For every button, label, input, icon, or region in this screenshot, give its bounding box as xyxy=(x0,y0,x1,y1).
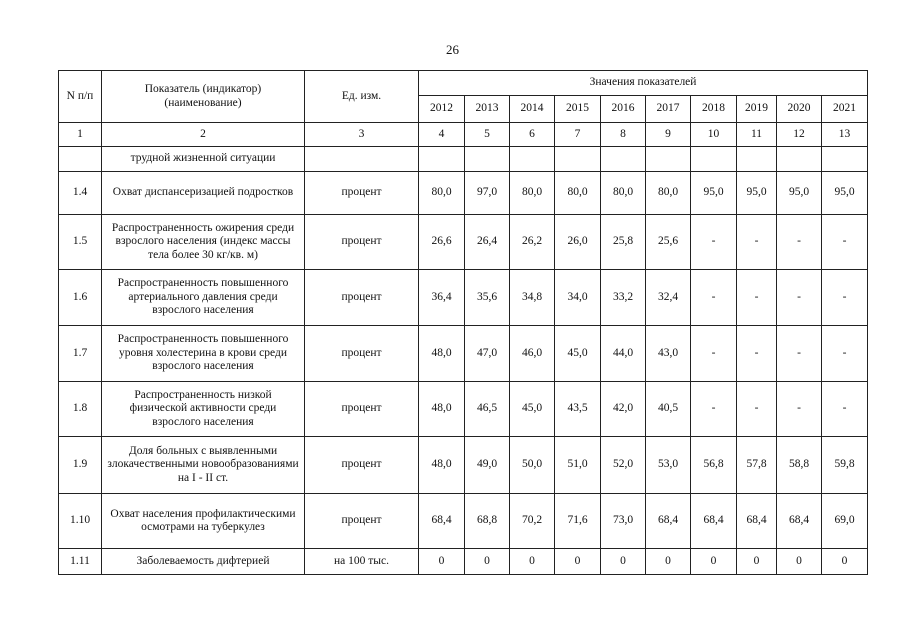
column-number: 3 xyxy=(305,123,419,147)
value-cell: 97,0 xyxy=(465,172,510,215)
value-cell: 32,4 xyxy=(646,270,691,326)
indicator-name: Распространенность низкой физической активности среди взрослого населения xyxy=(102,382,305,437)
row-number: 1.7 xyxy=(59,326,102,382)
header-year: 2012 xyxy=(419,96,465,123)
column-number: 6 xyxy=(510,123,555,147)
header-year: 2018 xyxy=(691,96,737,123)
indicator-name: Охват диспансеризацией подростков xyxy=(102,172,305,215)
value-cell: 73,0 xyxy=(601,494,646,549)
value-cell: 0 xyxy=(555,549,601,575)
column-number: 12 xyxy=(777,123,822,147)
header-num: N п/п xyxy=(59,71,102,123)
row-number: 1.9 xyxy=(59,437,102,494)
table-row xyxy=(59,549,868,575)
value-cell: - xyxy=(777,382,822,437)
value-cell: 26,4 xyxy=(465,215,510,270)
table-row xyxy=(59,215,868,270)
value-cell: 49,0 xyxy=(465,437,510,494)
continuation-unit-cell xyxy=(305,147,419,172)
indicator-name: Заболеваемость дифтерией xyxy=(102,549,305,575)
column-number: 11 xyxy=(737,123,777,147)
value-cell: 95,0 xyxy=(737,172,777,215)
table-row xyxy=(59,270,868,326)
value-cell: - xyxy=(822,215,868,270)
indicator-name: Охват населения профилактическими осмотрами на туберкулез xyxy=(102,494,305,549)
value-cell: 26,0 xyxy=(555,215,601,270)
value-cell: - xyxy=(691,326,737,382)
value-cell: 44,0 xyxy=(601,326,646,382)
header-year: 2017 xyxy=(646,96,691,123)
row-number: 1.10 xyxy=(59,494,102,549)
value-cell: 80,0 xyxy=(510,172,555,215)
value-cell: 68,4 xyxy=(419,494,465,549)
value-cell: 0 xyxy=(777,549,822,575)
value-cell: 68,4 xyxy=(737,494,777,549)
column-number: 10 xyxy=(691,123,737,147)
value-cell: 43,5 xyxy=(555,382,601,437)
value-cell: 0 xyxy=(646,549,691,575)
value-cell: 26,2 xyxy=(510,215,555,270)
value-cell: - xyxy=(777,326,822,382)
value-cell: 68,4 xyxy=(777,494,822,549)
header-year: 2014 xyxy=(510,96,555,123)
value-cell: - xyxy=(691,270,737,326)
value-cell: 70,2 xyxy=(510,494,555,549)
header-indicator: Показатель (индикатор) (наименование) xyxy=(102,71,305,123)
header-unit: Ед. изм. xyxy=(305,71,419,123)
header-values-group: Значения показателей xyxy=(419,71,868,96)
indicator-name: Распространенность повышенного артериального давления среди взрослого населения xyxy=(102,270,305,326)
table-row xyxy=(59,326,868,382)
value-cell: 26,6 xyxy=(419,215,465,270)
value-cell: - xyxy=(691,215,737,270)
value-cell: 47,0 xyxy=(465,326,510,382)
header-year: 2021 xyxy=(822,96,868,123)
column-number: 9 xyxy=(646,123,691,147)
unit: процент xyxy=(305,437,419,494)
column-number: 13 xyxy=(822,123,868,147)
continuation-text: трудной жизненной ситуации xyxy=(102,147,305,172)
row-number: 1.6 xyxy=(59,270,102,326)
value-cell: 53,0 xyxy=(646,437,691,494)
value-cell: - xyxy=(822,326,868,382)
page-number: 26 xyxy=(446,42,459,57)
column-number: 5 xyxy=(465,123,510,147)
value-cell: 0 xyxy=(601,549,646,575)
unit: процент xyxy=(305,494,419,549)
header-year: 2019 xyxy=(737,96,777,123)
value-cell: - xyxy=(737,382,777,437)
column-number: 1 xyxy=(59,123,102,147)
value-cell: 68,4 xyxy=(691,494,737,549)
unit: на 100 тыс. xyxy=(305,549,419,575)
row-number: 1.11 xyxy=(59,549,102,575)
indicator-name: Распространенность ожирения среди взрослого населения (индекс массы тела более 30 кг/кв. м) xyxy=(102,215,305,270)
table-row xyxy=(59,437,868,494)
value-cell: - xyxy=(822,382,868,437)
header-row xyxy=(59,71,868,96)
value-cell: 95,0 xyxy=(822,172,868,215)
value-cell: 46,0 xyxy=(510,326,555,382)
value-cell: 68,8 xyxy=(465,494,510,549)
value-cell: 0 xyxy=(510,549,555,575)
column-number: 8 xyxy=(601,123,646,147)
value-cell: 68,4 xyxy=(646,494,691,549)
table-row xyxy=(59,494,868,549)
value-cell: 36,4 xyxy=(419,270,465,326)
value-cell: 0 xyxy=(465,549,510,575)
value-cell: 50,0 xyxy=(510,437,555,494)
value-cell: 80,0 xyxy=(555,172,601,215)
value-cell: 80,0 xyxy=(419,172,465,215)
value-cell: 57,8 xyxy=(737,437,777,494)
unit: процент xyxy=(305,215,419,270)
unit: процент xyxy=(305,172,419,215)
table-row xyxy=(59,382,868,437)
value-cell: 35,6 xyxy=(465,270,510,326)
header-year: 2020 xyxy=(777,96,822,123)
column-number: 4 xyxy=(419,123,465,147)
column-number-row xyxy=(59,123,868,147)
value-cell: 0 xyxy=(691,549,737,575)
value-cell: 25,6 xyxy=(646,215,691,270)
value-cell: 51,0 xyxy=(555,437,601,494)
value-cell: 46,5 xyxy=(465,382,510,437)
value-cell: 71,6 xyxy=(555,494,601,549)
value-cell: 80,0 xyxy=(601,172,646,215)
value-cell: 45,0 xyxy=(555,326,601,382)
value-cell: - xyxy=(822,270,868,326)
value-cell: 95,0 xyxy=(777,172,822,215)
value-cell: 80,0 xyxy=(646,172,691,215)
column-number: 7 xyxy=(555,123,601,147)
value-cell: - xyxy=(777,215,822,270)
value-cell: 95,0 xyxy=(691,172,737,215)
value-cell: 58,8 xyxy=(777,437,822,494)
value-cell: 33,2 xyxy=(601,270,646,326)
value-cell: - xyxy=(737,270,777,326)
value-cell: 52,0 xyxy=(601,437,646,494)
indicators-table xyxy=(58,70,868,575)
value-cell: 48,0 xyxy=(419,382,465,437)
value-cell: 48,0 xyxy=(419,326,465,382)
continuation-num-cell xyxy=(59,147,102,172)
value-cell: 42,0 xyxy=(601,382,646,437)
column-number: 2 xyxy=(102,123,305,147)
header-year: 2013 xyxy=(465,96,510,123)
indicator-name: Доля больных с выявленными злокачественными новообразованиями на I - II ст. xyxy=(102,437,305,494)
row-number: 1.5 xyxy=(59,215,102,270)
value-cell: 0 xyxy=(822,549,868,575)
value-cell: 0 xyxy=(419,549,465,575)
value-cell: 0 xyxy=(737,549,777,575)
unit: процент xyxy=(305,270,419,326)
value-cell: 40,5 xyxy=(646,382,691,437)
table-row xyxy=(59,172,868,215)
continuation-row xyxy=(59,147,868,172)
value-cell: 43,0 xyxy=(646,326,691,382)
unit: процент xyxy=(305,382,419,437)
value-cell: 34,8 xyxy=(510,270,555,326)
row-number: 1.4 xyxy=(59,172,102,215)
header-year: 2016 xyxy=(601,96,646,123)
value-cell: 59,8 xyxy=(822,437,868,494)
header-year: 2015 xyxy=(555,96,601,123)
value-cell: 69,0 xyxy=(822,494,868,549)
indicator-name: Распространенность повышенного уровня холестерина в крови среди взрослого населения xyxy=(102,326,305,382)
row-number: 1.8 xyxy=(59,382,102,437)
value-cell: 34,0 xyxy=(555,270,601,326)
unit: процент xyxy=(305,326,419,382)
value-cell: 48,0 xyxy=(419,437,465,494)
value-cell: - xyxy=(737,326,777,382)
value-cell: 45,0 xyxy=(510,382,555,437)
value-cell: - xyxy=(777,270,822,326)
value-cell: 25,8 xyxy=(601,215,646,270)
value-cell: - xyxy=(691,382,737,437)
value-cell: - xyxy=(737,215,777,270)
value-cell: 56,8 xyxy=(691,437,737,494)
